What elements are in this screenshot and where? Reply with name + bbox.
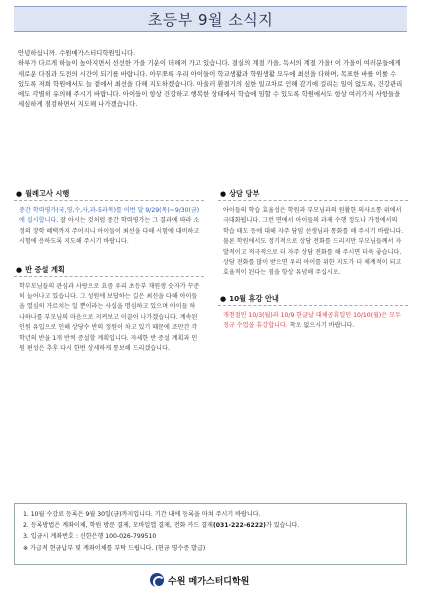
class-title: 반 증설 계획 — [25, 264, 65, 274]
footer-line: ※ 가급적 현금납부 및 계좌이체를 부탁 드립니다. (현금 영수증 발급) — [23, 544, 206, 552]
left-column — [14, 188, 204, 354]
exam-title: 월례고사 시행 — [25, 189, 70, 198]
right-column — [218, 188, 408, 332]
section-title — [218, 188, 408, 201]
footer-line: 3. 입금시 계좌번호 : 신한은행 100-026-799510 — [23, 533, 157, 541]
exam-text: 잘 아시는 것처럼 중간 학력평가는 그 결과에 따라 소정의 장학 혜택까지 주어지니 아이들이 최선을 다해 시험에 대비하고 시험에 응하도록 지도해 주시기 바랍니다. — [19, 217, 200, 246]
holiday-title: 10월 휴강 안내 — [229, 293, 279, 303]
holiday-section — [218, 293, 408, 332]
intro-paragraph: 하루가 다르게 하늘이 높아지면서 선선한 가을 기운이 더해져 가고 있습니다. 결실의 계절 가을, 독서의 계절 가을! 이 가을이 여러분들에게 새로운 다짐과 도전의 시간이 되기를 바랍니다. 아무쪼록 우리 아이들이 학교생활과 학원생활 모두에 최선을 다하며, 목표한 바를 이룰 수 있도록 저희 학원에서도 늘 곁에서 최선을 다해 지도하겠습니다. 아울러 환절기의 심한 일교차로 인해 감기에 걸리는 일이 없도록, 건강관리에도 각별히 유의해 주시기 바랍니다. 아이들이 항상 건강하고 행복한 상태에서 학습에 임할 수 있도록 학원에서도 항상 여러가지 사항들을 세심하게 점검하면서 지도해 나가겠습니다. — [18, 59, 403, 109]
holiday-text: 착오 없으시기 바랍니다. — [289, 322, 355, 330]
newsletter-header — [14, 6, 407, 32]
section-title — [14, 264, 204, 277]
counsel-section — [218, 188, 408, 279]
footer-line2-suffix: 가 있습니다. — [265, 522, 300, 530]
footer-phone: (031-222-6222) — [212, 522, 266, 530]
footer-line — [23, 520, 398, 531]
intro-section — [18, 48, 404, 110]
logo-text: 수원 메가스터디학원 — [168, 576, 250, 587]
footer-line: 1. 10월 수강료 등록은 9월 30일(금)까지입니다. 기간 내에 등록을 마쳐 주시기 바랍니다. — [23, 511, 261, 518]
exam-notice: 중간 학력평가(국,영,수,사,과-5과목)를 이번 달 9/29(목)~9/30(금)에 실시합니다. — [19, 207, 200, 225]
logo-icon — [150, 573, 164, 587]
payment-info-box — [14, 503, 407, 565]
counsel-title: 상담 당부 — [229, 189, 260, 198]
holiday-notice: 개천절인 10/3(월)과 10/9 한글날 대체공휴일인 10/10(월)은 모두 정규 수업을 휴강합니다. — [223, 311, 401, 330]
exam-body — [14, 206, 204, 248]
bullet-icon: ● — [220, 294, 227, 303]
footer-line2-prefix: 2. 등록방법은 계좌이체, 학원 방문 결제, 모바일앱 결제, 전화 카드 결제 — [23, 522, 213, 530]
counsel-body: 아이들의 학습 효율성은 학원과 부모님과의 원활한 의사소통 위에서 극대화됩니다. 그런 면에서 아이들의 과제 수행 정도나 가정에서의 학습 태도 등에 대해 자주 담임 선생님과 통화를 해 주시기 바랍니다. 물론 학원에서도 정기적으로 상담 전화를 드리지만 부모님들께서 자발적이고 적극적으로 더 자주 상담 전화를 해 주시면 더욱 좋습니다. 상담 전화를 많이 받으면 우리 아이를 위한 지도가 더 체계적이 되고 효율적이 된다는 점을 항상 유념해 주십시오. — [223, 207, 404, 277]
page-title: 초등부 9월 소식지 — [147, 10, 274, 29]
intro-greeting: 안녕하십니까. 수원메가스터디학원입니다. — [18, 49, 136, 57]
exam-section — [14, 188, 204, 248]
bullet-icon: ● — [16, 190, 23, 198]
bullet-icon: ● — [220, 190, 227, 198]
section-title — [14, 188, 204, 201]
academy-logo — [150, 572, 249, 588]
section-title — [218, 293, 408, 306]
holiday-body — [218, 311, 408, 332]
bullet-icon: ● — [16, 265, 23, 274]
class-body: 학부모님들의 관심과 사랑으로 요즘 우리 초등부 재원생 숫자가 꾸준히 늘어나고 있습니다. 그 성원에 보답하는 길은 최선을 다해 아이들을 열심히 가르치는 일 뿐이라는 사실을 명심하고 있으며 아이들 하나하나를 부모님의 마음으로 지켜보고 이끌어 나가겠습니다. 계속된 인원 유입으로 인해 상당수 반의 정원이 차고 있기 때문에 조만간 각 학년의 반을 1개 반씩 증설할 계획입니다. 자세한 반 증설 계획과 인원 편성은 추후 다시 한번 상세하게 통보해 드리겠습니다. — [19, 282, 200, 353]
class-section — [14, 264, 204, 355]
